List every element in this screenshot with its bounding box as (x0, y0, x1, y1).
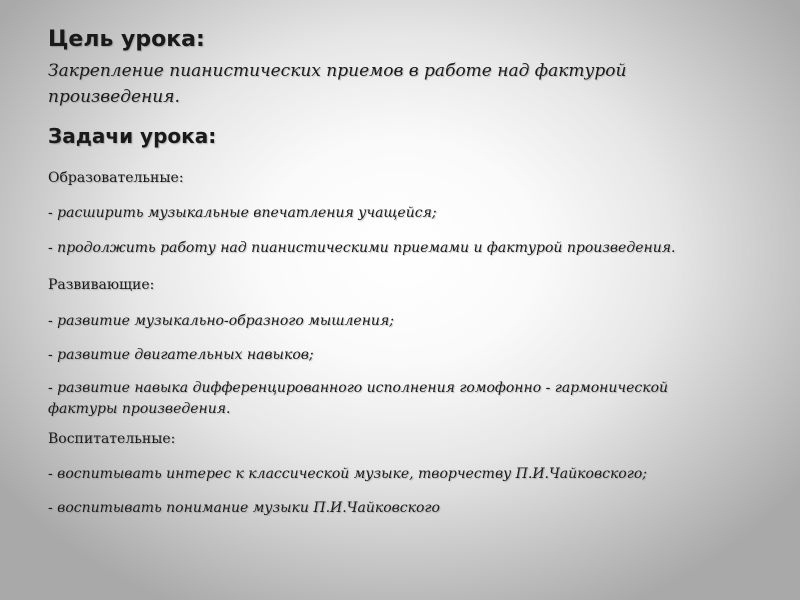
list-item: - воспитывать интерес к классической музыке, творчеству П.И.Чайковского; (48, 466, 647, 482)
list-item: - развитие навыка дифференцированного исполнения гомофонно - гармонической фактуры произведения. (48, 380, 669, 417)
goal-heading: Цель урока: (48, 27, 205, 52)
list-item: - развитие двигательных навыков; (48, 347, 314, 363)
list-item: - расширить музыкальные впечатления учащейся; (48, 205, 437, 221)
category-educational-title: Образовательные: (48, 170, 184, 186)
list-item: - продолжить работу над пианистическими приемами и фактурой произведения. (48, 240, 676, 256)
list-item: - воспитывать понимание музыки П.И.Чайковского (48, 500, 440, 516)
list-item: - развитие музыкально-образного мышления; (48, 313, 394, 329)
tasks-heading: Задачи урока: (48, 124, 217, 148)
category-developmental-title: Развивающие: (48, 277, 155, 293)
goal-text: Закрепление пианистических приемов в работе над фактурой произведения. (48, 61, 627, 107)
category-educational-upbringing-title: Воспитательные: (48, 431, 176, 447)
